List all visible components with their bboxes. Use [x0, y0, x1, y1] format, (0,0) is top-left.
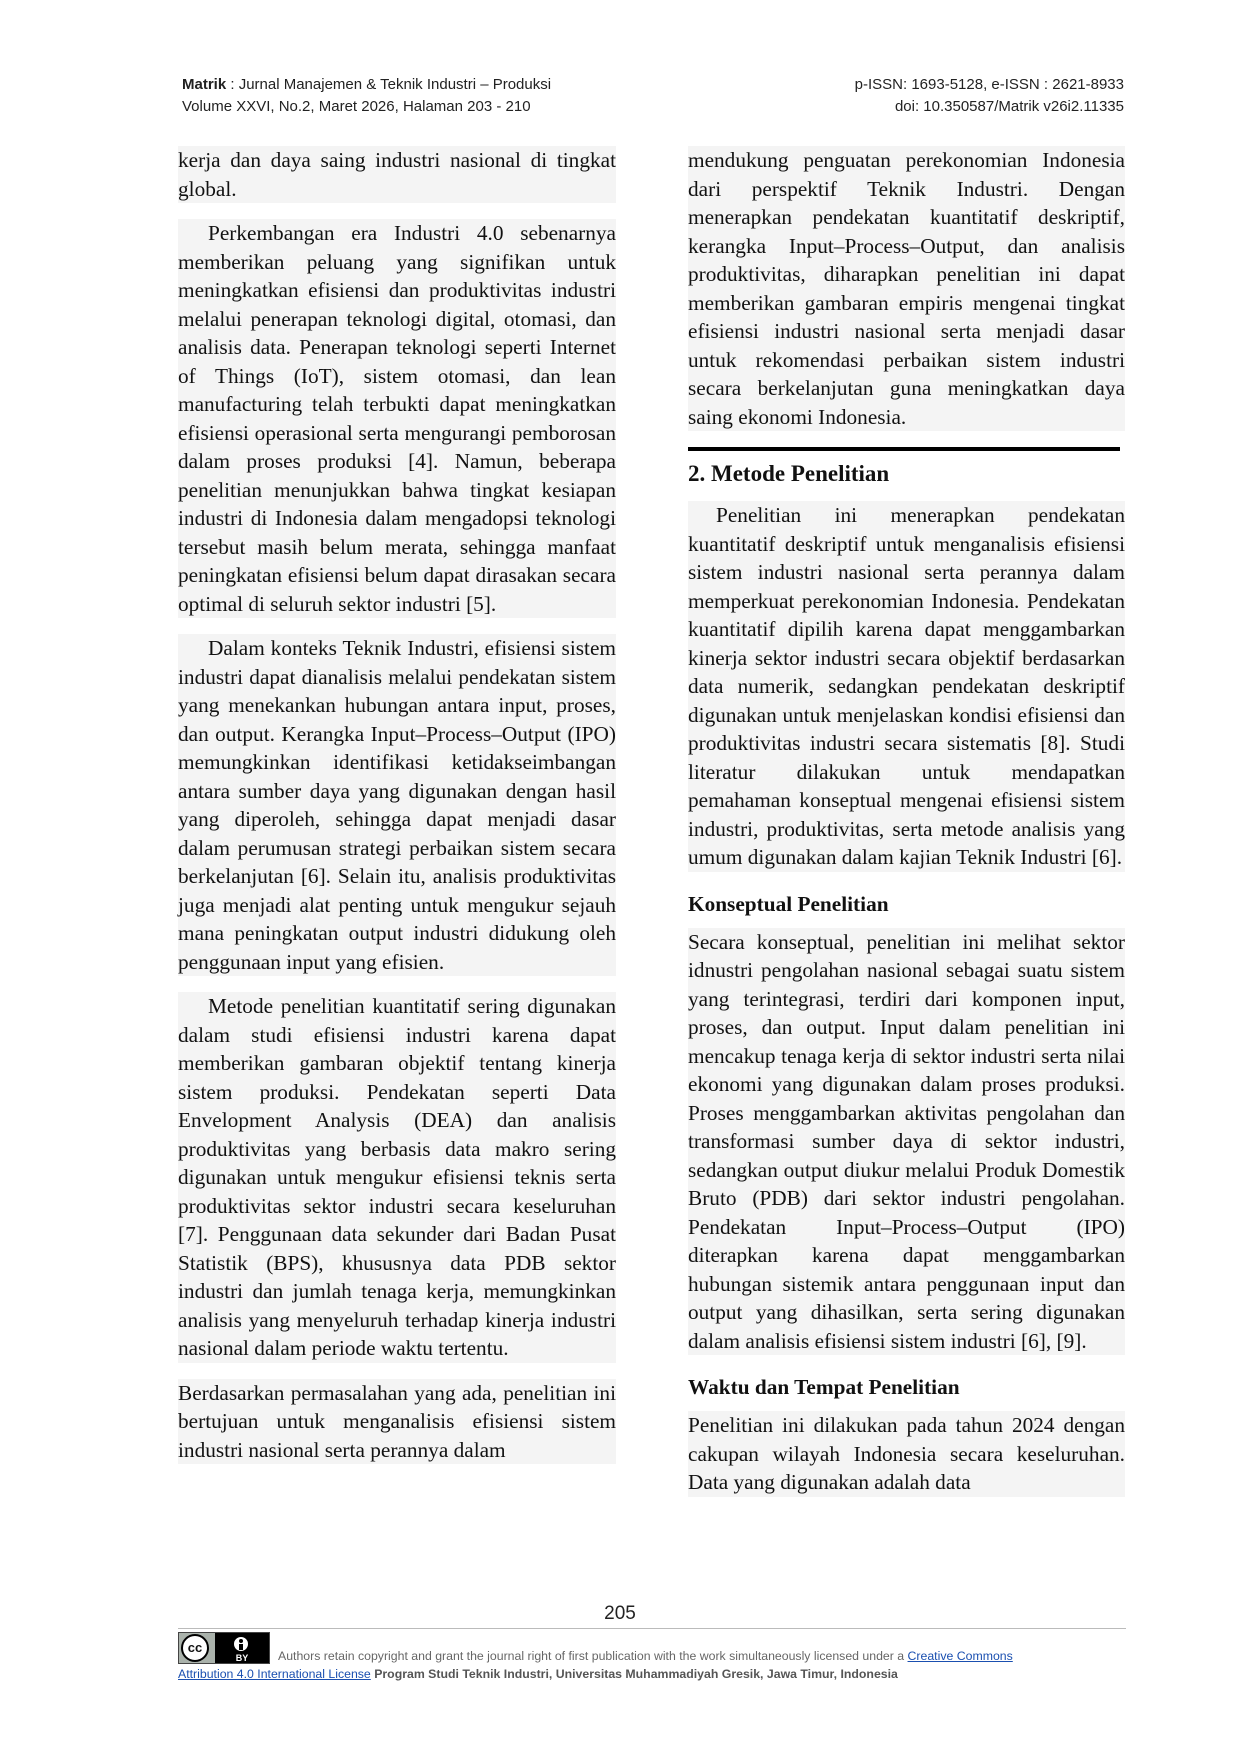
subsection-title: Konseptual Penelitian — [688, 891, 889, 916]
section-title: 2. Metode Penelitian — [688, 461, 890, 486]
license-text: Authors retain copyright and grant the journal right of first publication with the work simultaneously licensed under a — [278, 1649, 908, 1663]
paragraph: mendukung penguatan perekonomian Indonesia dari perspektif Teknik Industri. Dengan menerapkan pendekatan kuantitatif deskriptif, kerangka Input–Process–Output, dan analisis produktivitas, diharapkan penelitian ini dapat memberikan gambaran empiris mengenai tingkat efisiensi industri nasional serta menjadi dasar untuk rekomendasi perbaikan sistem industri secara berkelanjutan guna meningkatkan daya saing ekonomi Indonesia. — [688, 146, 1125, 431]
section-divider — [688, 447, 1120, 451]
affiliation: Program Studi Teknik Industri, Universitas Muhammadiyah Gresik, Jawa Timur, Indonesia — [370, 1667, 898, 1681]
cc-icon: cc — [181, 1634, 209, 1662]
footer-divider — [178, 1628, 1126, 1629]
header-left — [182, 74, 551, 118]
right-column — [688, 146, 1125, 1513]
running-header — [182, 74, 1124, 124]
license-notice — [178, 1647, 1126, 1683]
doi-info: doi: 10.350587/Matrik v26i2.11335 — [894, 98, 1124, 115]
paragraph: Perkembangan era Industri 4.0 sebenarnya memberikan peluang yang signifikan untuk meningkatkan efisiensi dan produktivitas industri melalui penerapan teknologi digital, otomasi, dan analisis data. Penerapan teknologi seperti Internet of Things (IoT), sistem otomasi, dan lean manufacturing telah terbukti dapat meningkatkan efisiensi operasional serta mengurangi pemborosan dalam proses produksi [4]. Namun, beberapa penelitian menunjukkan bahwa tingkat kesiapan industri di Indonesia dalam mengadopsi teknologi tersebut masih belum merata, sehingga manfaat peningkatan efisiensi belum dapat dirasakan secara optimal di seluruh sektor industri [5]. — [178, 219, 616, 618]
paragraph: Penelitian ini dilakukan pada tahun 2024 dengan cakupan wilayah Indonesia secara keseluruhan. Data yang digunakan adalah data — [688, 1411, 1125, 1497]
page-number: 205 — [604, 1603, 636, 1624]
header-right — [855, 74, 1124, 118]
journal-subtitle: : Jurnal Manajemen & Teknik Industri – Produksi — [226, 76, 552, 93]
paragraph: Metode penelitian kuantitatif sering digunakan dalam studi efisiensi industri karena dapat memberikan gambaran objektif tentang kinerja sistem produksi. Pendekatan seperti Data Envelopment Analysis (DEA) dan analisis produktivitas yang berbasis data makro sering digunakan untuk mengukur efisiensi teknis serta produktivitas sektor industri secara keseluruhan [7]. Penggunaan data sekunder dari Badan Pusat Statistik (BPS), khususnya data PDB sektor industri dan jumlah tenaga kerja, memungkinkan analisis yang menyeluruh terhadap kinerja industri nasional dalam periode waktu tertentu. — [178, 992, 616, 1363]
volume-info: Volume XXVI, No.2, Maret 2026, Halaman 203 - 210 — [182, 98, 531, 115]
paragraph: kerja dan daya saing industri nasional di tingkat global. — [178, 146, 616, 203]
paragraph: Berdasarkan permasalahan yang ada, penelitian ini bertujuan untuk menganalisis efisiensi sistem industri nasional serta perannya dalam — [178, 1379, 616, 1465]
issn-info: p-ISSN: 1693-5128, e-ISSN : 2621-8933 — [854, 76, 1124, 93]
by-label: BY — [235, 1653, 249, 1663]
paragraph: Secara konseptual, penelitian ini melihat sektor idnustri pengolahan nasional sebagai suatu sistem yang terintegrasi, terdiri dari komponen input, proses, dan output. Input dalam penelitian ini mencakup tenaga kerja di sektor industri serta nilai ekonomi yang digunakan dalam proses produksi. Proses menggambarkan aktivitas pengolahan dan transformasi sumber daya di sektor industri, sedangkan output diukur melalui Produk Domestik Bruto (PDB) dari sektor industri pengolahan. Pendekatan Input–Process–Output (IPO) diterapkan karena dapat menggambarkan hubungan sistemik antara penggunaan input dan output yang dihasilkan, serta sering digunakan dalam analisis efisiensi sistem industri [6], [9]. — [688, 928, 1125, 1356]
subsection-title: Waktu dan Tempat Penelitian — [688, 1375, 960, 1399]
journal-name: Matrik — [182, 76, 227, 93]
license-link-part1[interactable]: Creative Commons — [907, 1649, 1013, 1663]
paragraph: Penelitian ini menerapkan pendekatan kuantitatif deskriptif untuk menganalisis efisiensi sistem industri nasional serta perannya dalam memperkuat perekonomian Indonesia. Pendekatan kuantitatif dipilih karena dapat menggambarkan kinerja sektor industri secara objektif berdasarkan data numerik, sedangkan pendekatan deskriptif digunakan untuk menjelaskan kondisi efisiensi dan produktivitas industri secara sistematis [8]. Studi literatur dilakukan untuk mendapatkan pemahaman konseptual mengenai efisiensi sistem industri, produktivitas, serta metode analisis yang umum digunakan dalam kajian Teknik Industri [6]. — [688, 501, 1125, 872]
license-link-part2[interactable]: Attribution 4.0 International License — [178, 1667, 371, 1681]
left-column — [178, 146, 616, 1480]
paragraph: Dalam konteks Teknik Industri, efisiensi sistem industri dapat dianalisis melalui pendekatan sistem yang menekankan hubungan antara input, proses, dan output. Kerangka Input–Process–Output (IPO) memungkinkan identifikasi ketidakseimbangan antara sumber daya yang digunakan dengan hasil yang diperoleh, sehingga dapat menjadi dasar dalam perumusan strategi perbaikan sistem secara berkelanjutan [6]. Selain itu, analisis produktivitas juga menjadi alat penting untuk mengukur sejauh mana peningkatan output industri didukung oleh penggunaan input yang efisien. — [178, 634, 616, 976]
